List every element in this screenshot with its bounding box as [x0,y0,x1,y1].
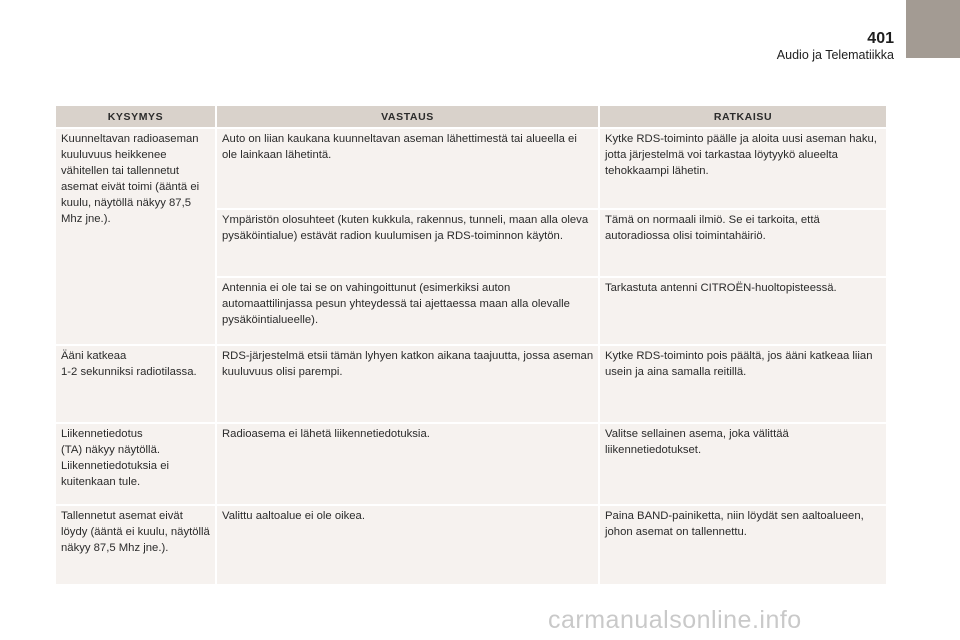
column-header-solution: RATKAISU [600,106,886,129]
table-header-row [56,106,886,129]
solution-cell: Paina BAND-painiketta, niin löydät sen aaltoalueen, johon asemat on tallennettu. [600,506,886,586]
solution-cell: Tarkastuta antenni CITROËN-huoltopisteessä. [600,278,886,346]
answer-cell: Auto on liian kaukana kuunneltavan aseman lähettimestä tai alueella ei ole lainkaan lähetintä. [217,129,600,210]
corner-tab [906,0,960,58]
solution-cell: Valitse sellainen asema, joka välittää liikennetiedotukset. [600,424,886,506]
table-row [56,506,886,586]
column-header-answer: VASTAUS [217,106,600,129]
table-row [56,346,886,424]
answer-cell: Valittu aaltoalue ei ole oikea. [217,506,600,586]
answer-cell: Radioasema ei lähetä liikennetiedotuksia. [217,424,600,506]
solution-cell: Kytke RDS-toiminto päälle ja aloita uusi aseman haku, jotta järjestelmä voi tarkastaa löytyykö alueelta tehokkaampi lähetin. [600,129,886,210]
troubleshooting-table [56,106,886,586]
watermark: carmanualsonline.info [548,606,802,634]
answer-cell: RDS-järjestelmä etsii tämän lyhyen katkon aikana taajuutta, jossa aseman kuuluvuus olisi parempi. [217,346,600,424]
question-cell: Ääni katkeaa 1-2 sekunniksi radiotilassa. [56,346,217,424]
table-row [56,129,886,210]
solution-cell: Kytke RDS-toiminto pois päältä, jos ääni katkeaa liian usein ja aina samalla reitillä. [600,346,886,424]
answer-cell: Ympäristön olosuhteet (kuten kukkula, rakennus, tunneli, maan alla oleva pysäköintialue) estävät radion kuulumisen ja RDS-toiminnon käytön. [217,210,600,278]
solution-cell: Tämä on normaali ilmiö. Se ei tarkoita, että autoradiossa olisi toimintahäiriö. [600,210,886,278]
question-cell: Liikennetiedotus (TA) näkyy näytöllä. Liikennetiedotuksia ei kuitenkaan tule. [56,424,217,506]
table-row [56,424,886,506]
column-header-question: KYSYMYS [56,106,217,129]
question-cell: Tallennetut asemat eivät löydy (ääntä ei kuulu, näytöllä näkyy 87,5 Mhz jne.). [56,506,217,586]
section-title: Audio ja Telematiikka [776,48,894,62]
question-cell: Kuunneltavan radioaseman kuuluvuus heikkenee vähitellen tai tallennetut asemat eivät toimi (ääntä ei kuulu, näytöllä näkyy 87,5 Mhz jne.). [56,129,217,346]
page-number: 401 [867,30,894,47]
answer-cell: Antennia ei ole tai se on vahingoittunut (esimerkiksi auton automaattilinjassa pesun yhteydessä tai ajettaessa maan alla olevalle pysäköintialueelle). [217,278,600,346]
